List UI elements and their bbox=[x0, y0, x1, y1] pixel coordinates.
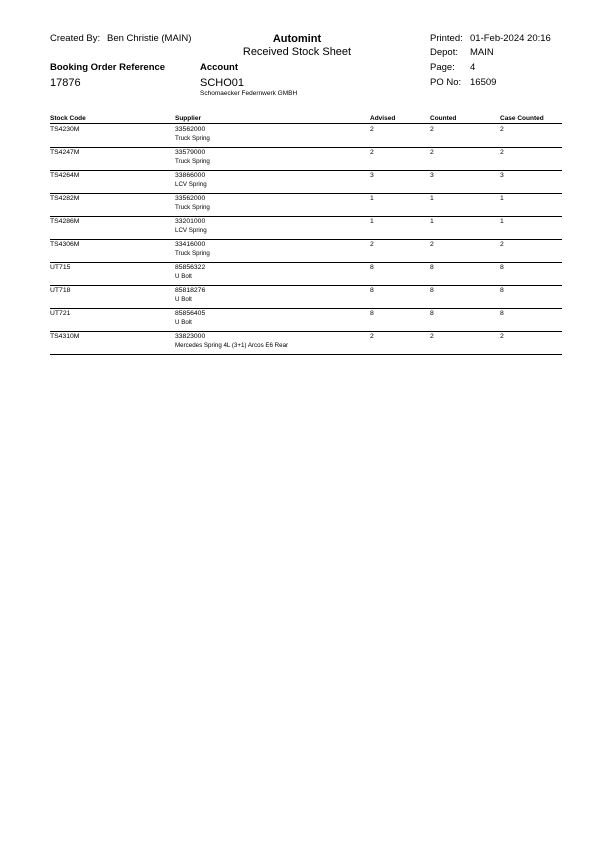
counted-qty: 2 bbox=[430, 241, 434, 248]
stock-code: TS4282M bbox=[50, 195, 80, 202]
sheet-title: Received Stock Sheet bbox=[242, 46, 352, 58]
item-description: LCV Spring bbox=[175, 227, 207, 234]
item-description: U Bolt bbox=[175, 319, 192, 326]
col-supplier: Supplier bbox=[175, 115, 202, 122]
counted-qty: 2 bbox=[430, 126, 434, 133]
page-value: 4 bbox=[470, 62, 476, 73]
table-row bbox=[50, 170, 562, 194]
case-counted-qty: 1 bbox=[500, 218, 504, 225]
stock-code: TS4306M bbox=[50, 241, 80, 248]
booking-ref-value: 17876 bbox=[50, 77, 81, 89]
case-counted-qty: 8 bbox=[500, 310, 504, 317]
company-name: Automint bbox=[272, 33, 322, 45]
counted-qty: 2 bbox=[430, 149, 434, 156]
table-row bbox=[50, 331, 562, 355]
po-value: 16509 bbox=[470, 77, 497, 88]
page-label: Page: bbox=[430, 62, 455, 73]
stock-code: UT721 bbox=[50, 310, 71, 317]
stock-code: TS4230M bbox=[50, 126, 80, 133]
col-counted: Counted bbox=[430, 115, 457, 122]
stock-code: TS4264M bbox=[50, 172, 80, 179]
counted-qty: 8 bbox=[430, 264, 434, 271]
table-row bbox=[50, 193, 562, 217]
advised-qty: 2 bbox=[370, 149, 374, 156]
item-description: U Bolt bbox=[175, 273, 192, 280]
advised-qty: 1 bbox=[370, 218, 374, 225]
stock-code: UT715 bbox=[50, 264, 71, 271]
item-description: Truck Spring bbox=[175, 158, 210, 165]
col-case-counted: Case Counted bbox=[500, 115, 544, 122]
printed-value: 01-Feb-2024 20:16 bbox=[470, 33, 551, 44]
booking-ref-label: Booking Order Reference bbox=[50, 62, 166, 73]
account-label: Account bbox=[200, 62, 238, 73]
table-row bbox=[50, 262, 562, 286]
stock-code: TS4286M bbox=[50, 218, 80, 225]
advised-qty: 2 bbox=[370, 333, 374, 340]
counted-qty: 3 bbox=[430, 172, 434, 179]
case-counted-qty: 2 bbox=[500, 333, 504, 340]
col-stock-code: Stock Code bbox=[50, 115, 86, 122]
created-by-value: Ben Christie (MAIN) bbox=[107, 33, 192, 44]
counted-qty: 1 bbox=[430, 218, 434, 225]
po-label: PO No: bbox=[430, 77, 462, 88]
item-description: Mercedes Spring 4L (3+1) Arcos E6 Rear bbox=[175, 342, 289, 349]
stock-code: TS4247M bbox=[50, 149, 80, 156]
printed-label: Printed: bbox=[430, 33, 463, 44]
advised-qty: 8 bbox=[370, 310, 374, 317]
advised-qty: 8 bbox=[370, 287, 374, 294]
counted-qty: 8 bbox=[430, 287, 434, 294]
case-counted-qty: 2 bbox=[500, 241, 504, 248]
case-counted-qty: 1 bbox=[500, 195, 504, 202]
case-counted-qty: 8 bbox=[500, 287, 504, 294]
supplier-code: 33562000 bbox=[175, 126, 206, 133]
supplier-code: 33562000 bbox=[175, 195, 206, 202]
case-counted-qty: 3 bbox=[500, 172, 504, 179]
stock-code: UT718 bbox=[50, 287, 71, 294]
case-counted-qty: 8 bbox=[500, 264, 504, 271]
item-description: Truck Spring bbox=[175, 204, 210, 211]
table-row bbox=[50, 308, 562, 332]
stock-code: TS4310M bbox=[50, 333, 80, 340]
supplier-code: 85818276 bbox=[175, 287, 206, 294]
advised-qty: 1 bbox=[370, 195, 374, 202]
supplier-code: 85856405 bbox=[175, 310, 206, 317]
table-row bbox=[50, 285, 562, 309]
counted-qty: 8 bbox=[430, 310, 434, 317]
item-description: LCV Spring bbox=[175, 181, 207, 188]
account-name: Schomaecker Federnwerk GMBH bbox=[200, 90, 298, 97]
account-code: SCHO01 bbox=[200, 77, 245, 89]
supplier-code: 33866000 bbox=[175, 172, 206, 179]
table-row bbox=[50, 124, 562, 148]
counted-qty: 2 bbox=[430, 333, 434, 340]
advised-qty: 2 bbox=[370, 241, 374, 248]
created-by-label: Created By: bbox=[50, 33, 101, 44]
case-counted-qty: 2 bbox=[500, 149, 504, 156]
supplier-code: 33201000 bbox=[175, 218, 206, 225]
depot-value: MAIN bbox=[470, 47, 494, 58]
table-row bbox=[50, 147, 562, 171]
table-row bbox=[50, 239, 562, 263]
advised-qty: 3 bbox=[370, 172, 374, 179]
supplier-code: 33416000 bbox=[175, 241, 206, 248]
item-description: Truck Spring bbox=[175, 250, 210, 257]
advised-qty: 2 bbox=[370, 126, 374, 133]
table-row bbox=[50, 216, 562, 240]
depot-label: Depot: bbox=[430, 47, 458, 58]
item-description: Truck Spring bbox=[175, 135, 210, 142]
advised-qty: 8 bbox=[370, 264, 374, 271]
col-advised: Advised bbox=[370, 115, 396, 122]
item-description: U Bolt bbox=[175, 296, 192, 303]
case-counted-qty: 2 bbox=[500, 126, 504, 133]
supplier-code: 85856322 bbox=[175, 264, 206, 271]
supplier-code: 33579000 bbox=[175, 149, 206, 156]
counted-qty: 1 bbox=[430, 195, 434, 202]
supplier-code: 33823000 bbox=[175, 333, 206, 340]
